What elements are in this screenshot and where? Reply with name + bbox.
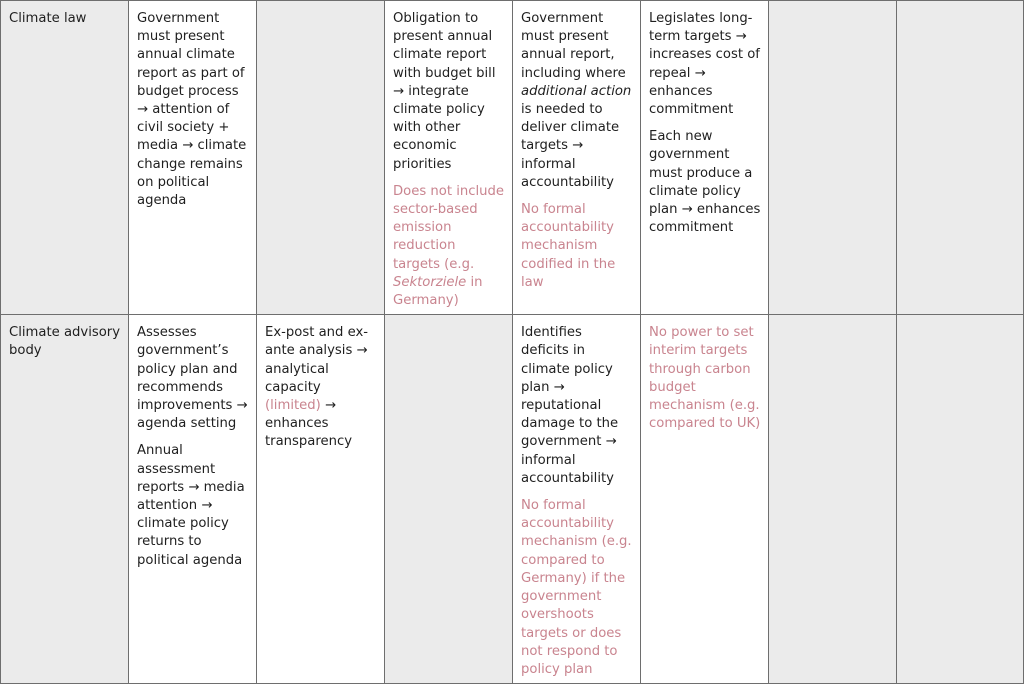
cell-text: Government must present annual report, including where additional action is needed to deliver climate targets → informal accountability [521, 11, 632, 190]
cell-text: Annual assessment reports → media attention → climate policy returns to political agenda [137, 443, 245, 568]
row-label: Climate law [9, 11, 87, 26]
commitment-cell [641, 1, 769, 315]
limitation-note: (limited) [265, 398, 321, 414]
cell-text: Assesses government’s policy plan and recommends improvements → agenda setting [137, 325, 248, 432]
empty-cell [897, 1, 1024, 315]
cell-text: Legislates long-term targets → increases cost of repeal → enhances commitment [649, 11, 760, 118]
cell-text: Government must present annual climate report as part of budget process → attention of civil society + media → climate change remains on political agenda [137, 11, 247, 209]
row-label-cell [1, 315, 129, 684]
limitation-note: No formal accountability mechanism (e.g. compared to Germany) if the government overshoots targets or does not respond to policy plan [521, 498, 632, 677]
empty-cell [257, 1, 385, 315]
row-label: Climate advisory body [9, 325, 121, 359]
accountability-cell [513, 315, 641, 684]
accountability-cell [513, 1, 641, 315]
cell-text: Each new government must produce a climate policy plan → enhances commitment [649, 129, 761, 236]
table-row-climate-law [1, 1, 1024, 315]
agenda-cell [129, 1, 257, 315]
commitment-cell [641, 315, 769, 684]
integration-cell [385, 1, 513, 315]
agenda-cell [129, 315, 257, 684]
row-label-cell [1, 1, 129, 315]
cell-text: Ex-post and ex-ante analysis → analytical capacity (limited) → enhances transparency [265, 325, 369, 450]
cell-text: Identifies deficits in climate policy plan → reputational damage to the government → informal accountability [521, 325, 619, 486]
empty-cell [769, 315, 897, 684]
empty-cell [769, 1, 897, 315]
limitation-note: No power to set interim targets through carbon budget mechanism (e.g. compared to UK) [649, 325, 761, 432]
table-row-climate-advisory-body [1, 315, 1024, 684]
transparency-cell [257, 315, 385, 684]
cell-text: Obligation to present annual climate report with budget bill → integrate climate policy with other economic priorities [393, 11, 496, 172]
empty-cell [385, 315, 513, 684]
empty-cell [897, 315, 1024, 684]
limitation-note: No formal accountability mechanism codified in the law [521, 202, 616, 290]
limitation-note: Does not include sector-based emission reduction targets (e.g. Sektorziele in Germany) [393, 183, 504, 309]
